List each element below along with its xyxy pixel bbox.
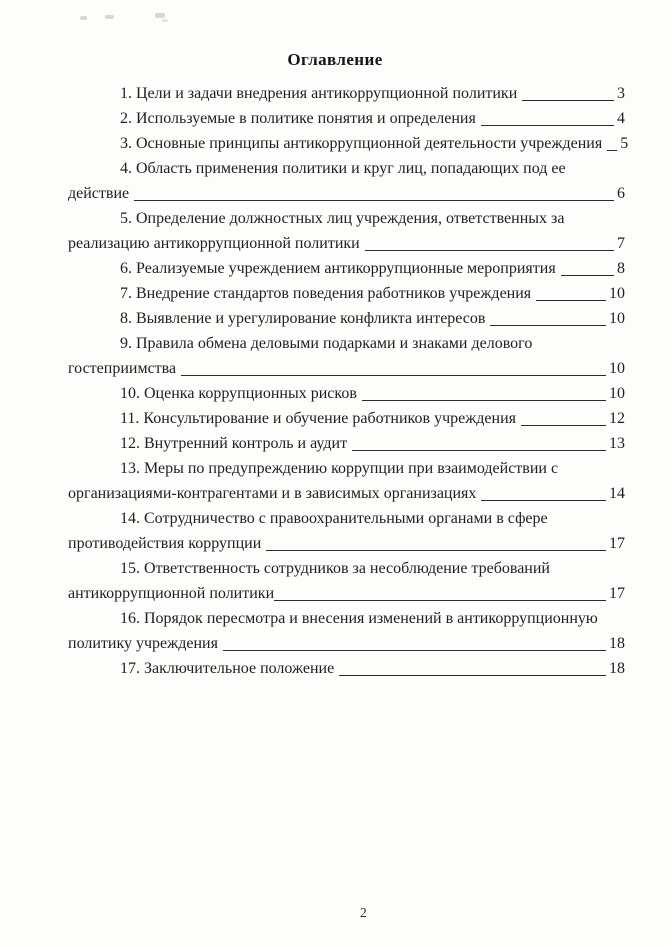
toc-entry-text: 17. Заключительное положение bbox=[120, 660, 335, 677]
toc-entry-text: 8. Выявление и урегулирование конфликта интересов bbox=[120, 310, 486, 327]
toc-entry bbox=[68, 131, 629, 156]
page-title: Оглавление bbox=[287, 50, 383, 69]
toc-entry bbox=[68, 156, 625, 206]
toc-entry-text: 9. Правила обмена деловыми подарками и знаками делового bbox=[120, 335, 533, 352]
leader-line bbox=[352, 431, 606, 451]
toc-entry bbox=[68, 381, 625, 406]
scan-speck bbox=[155, 13, 165, 18]
toc-page-number: 13 bbox=[609, 435, 625, 452]
toc-entry bbox=[68, 506, 625, 556]
toc-entry-line bbox=[68, 306, 625, 331]
toc-entry bbox=[68, 456, 625, 506]
toc-entry-text: 14. Сотрудничество с правоохранительными органами в сфере bbox=[120, 510, 548, 527]
toc-entry-text: 7. Внедрение стандартов поведения работников учреждения bbox=[120, 285, 532, 302]
leader-line bbox=[362, 381, 606, 401]
leader-line bbox=[339, 656, 606, 676]
leader-line bbox=[274, 581, 606, 601]
toc-entry-line bbox=[68, 256, 625, 281]
toc-page-number: 5 bbox=[620, 135, 629, 152]
toc-page-number: 3 bbox=[617, 85, 625, 102]
toc-entry-line bbox=[68, 631, 625, 656]
toc-page-number: 14 bbox=[609, 485, 625, 502]
toc-entry-text: 5. Определение должностных лиц учреждения, ответственных за bbox=[120, 210, 565, 227]
leader-line bbox=[181, 356, 606, 376]
toc-entry-text: 3. Основные принципы антикоррупционной деятельности учреждения bbox=[120, 135, 603, 152]
leader-line bbox=[481, 481, 606, 501]
toc-entry-line bbox=[68, 381, 625, 406]
scan-speck bbox=[80, 16, 87, 20]
toc-entry-line bbox=[68, 506, 625, 531]
toc-entry-text: антикоррупционной политики bbox=[68, 585, 275, 602]
leader-line bbox=[481, 106, 614, 126]
toc-entry-text: 10. Оценка коррупционных рисков bbox=[120, 385, 357, 402]
toc-entry-line bbox=[68, 181, 625, 206]
toc-entry-line bbox=[68, 281, 625, 306]
toc-entry-text: гостеприимства bbox=[68, 360, 177, 377]
toc-entry-line bbox=[68, 231, 625, 256]
leader-line bbox=[365, 231, 614, 251]
toc-entry-line bbox=[68, 81, 625, 106]
toc-entry-line bbox=[68, 431, 625, 456]
leader-line bbox=[521, 406, 606, 426]
toc-page-number: 7 bbox=[617, 235, 625, 252]
toc-entry-line bbox=[68, 331, 625, 356]
toc-entry-line bbox=[68, 131, 629, 156]
toc-entry-text: 13. Меры по предупреждению коррупции при взаимодействии с bbox=[120, 460, 559, 477]
toc-entry bbox=[68, 281, 625, 306]
toc-entry-text: 15. Ответственность сотрудников за несоблюдение требований bbox=[120, 560, 550, 577]
leader-line bbox=[607, 131, 617, 151]
scan-speck bbox=[305, 56, 317, 59]
toc-entry bbox=[68, 431, 625, 456]
leader-line bbox=[536, 281, 606, 301]
toc-entry-text: действие bbox=[68, 185, 130, 202]
toc-entry bbox=[68, 81, 625, 106]
toc-entry bbox=[68, 331, 625, 381]
toc-page-number: 10 bbox=[609, 285, 625, 302]
toc-entry-text: 16. Порядок пересмотра и внесения изменений в антикоррупционную bbox=[120, 610, 598, 627]
toc-page-number: 10 bbox=[609, 310, 625, 327]
toc-entry-line bbox=[68, 106, 625, 131]
toc-entry bbox=[68, 206, 625, 256]
toc-page-number: 17 bbox=[609, 535, 625, 552]
toc-entry-line bbox=[68, 206, 625, 231]
toc-entry-line bbox=[68, 456, 625, 481]
leader-line bbox=[490, 306, 606, 326]
toc-entry bbox=[68, 606, 625, 656]
toc-entry-text: противодействия коррупции bbox=[68, 535, 262, 552]
leader-line bbox=[561, 256, 614, 276]
toc-entry-line bbox=[68, 356, 625, 381]
toc-entry-line bbox=[68, 606, 625, 631]
toc-entry-text: 12. Внутренний контроль и аудит bbox=[120, 435, 348, 452]
toc-entry-text: 6. Реализуемые учреждением антикоррупционные мероприятия bbox=[120, 260, 556, 277]
leader-line bbox=[134, 181, 614, 201]
toc-entry bbox=[68, 306, 625, 331]
toc-page-number: 18 bbox=[609, 660, 625, 677]
leader-line bbox=[522, 81, 614, 101]
toc-page-number: 4 bbox=[617, 110, 625, 127]
toc-entry bbox=[68, 556, 625, 606]
toc-page-number: 10 bbox=[609, 385, 625, 402]
toc-list bbox=[68, 81, 629, 681]
leader-line bbox=[223, 631, 606, 651]
toc-entry-text: 2. Используемые в политике понятия и определения bbox=[120, 110, 476, 127]
toc-entry-line bbox=[68, 581, 625, 606]
toc-entry-line bbox=[68, 406, 625, 431]
scan-speck bbox=[105, 15, 114, 19]
page-number: 2 bbox=[360, 905, 367, 920]
toc-page-number: 8 bbox=[617, 260, 625, 277]
toc-page-number: 12 bbox=[609, 410, 625, 427]
toc-entry-text: организациями-контрагентами и в зависимых организациях bbox=[68, 485, 477, 502]
toc-entry-line bbox=[68, 656, 625, 681]
scan-speck bbox=[162, 19, 168, 22]
toc-entry bbox=[68, 256, 625, 281]
toc-entry bbox=[68, 406, 625, 431]
toc-page-number: 18 bbox=[609, 635, 625, 652]
toc-page-number: 6 bbox=[617, 185, 625, 202]
toc-entry bbox=[68, 106, 625, 131]
toc-entry-text: политику учреждения bbox=[68, 635, 218, 652]
leader-line bbox=[266, 531, 606, 551]
toc-page-number: 10 bbox=[609, 360, 625, 377]
toc-entry-text: 11. Консультирование и обучение работников учреждения bbox=[120, 410, 516, 427]
toc-entry bbox=[68, 656, 625, 681]
toc-entry-line bbox=[68, 481, 625, 506]
toc-entry-text: реализацию антикоррупционной политики bbox=[68, 235, 360, 252]
toc-entry-line bbox=[68, 556, 625, 581]
toc-entry-text: 4. Область применения политики и круг лиц, попадающих под ее bbox=[120, 160, 566, 177]
toc-entry-line bbox=[68, 156, 625, 181]
toc-page-number: 17 bbox=[609, 585, 625, 602]
toc-entry-text: 1. Цели и задачи внедрения антикоррупционной политики bbox=[120, 85, 518, 102]
toc-entry-line bbox=[68, 531, 625, 556]
